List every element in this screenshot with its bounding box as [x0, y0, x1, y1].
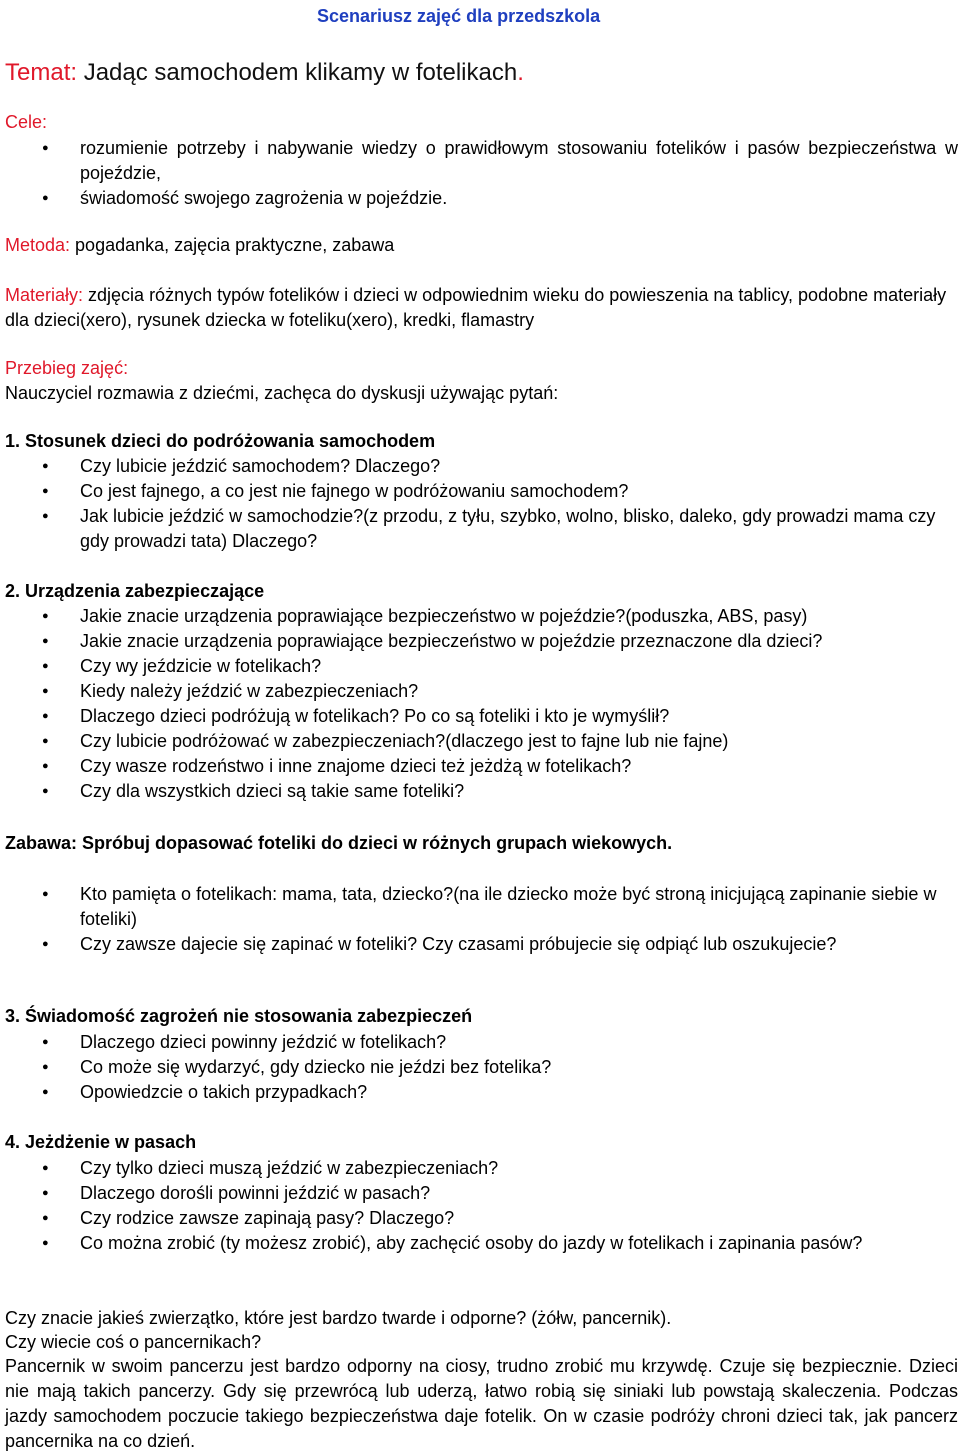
closing-question-2: Czy wiecie coś o pancernikach?: [5, 1332, 262, 1352]
section-3-heading: 3. Świadomość zagrożeń nie stosowania zabezpieczeń: [5, 1006, 473, 1026]
materials-paragraph: [5, 283, 958, 333]
goals-list: [0, 136, 958, 211]
course-intro: Nauczyciel rozmawia z dziećmi, zachęca do dyskusji używając pytań:: [5, 383, 559, 403]
section-2-list: [0, 604, 958, 804]
closing-paragraph: Pancernik w swoim pancerzu jest bardzo odporny na ciosy, trudno zrobić mu krzywdę. Czuje się bezpiecznie. Dzieci nie mają takich pancerzy. Gdy się przewrócą lub uderzą, łatwo robią się siniaki lub powstają skaleczenia. Podczas jazdy samochodem poczucie takiego bezpieczeństwa daje fotelik. On w czasie podróży chroni dzieci tak, jak pancerz pancernika na co dzień.: [5, 1356, 958, 1451]
topic-text: Jadąc samochodem klikamy w fotelikach: [77, 59, 518, 86]
list-item: ● Kto pamięta o fotelikach: mama, tata, dziecko?(na ile dziecko może być stroną inicjującą zapinanie siebie w foteliki): [0, 882, 958, 932]
section-1-list: [0, 454, 958, 554]
method-line: [5, 233, 958, 258]
section-3-list: [0, 1030, 958, 1105]
list-item: ● Czy zawsze dajecie się zapinać w foteliki? Czy czasami próbujecie się odpiąć lub oszukujecie?: [0, 932, 958, 957]
section-4-list: [0, 1156, 958, 1256]
section-2-heading: 2. Urządzenia zabezpieczające: [5, 581, 265, 601]
game-heading: Zabawa: Spróbuj dopasować foteliki do dzieci w różnych grupach wiekowych.: [5, 833, 673, 853]
list-item: ● Jakie znacie urządzenia poprawiające bezpieczeństwo w pojeździe?(poduszka, ABS, pasy): [0, 604, 958, 629]
list-item: ● Dlaczego dzieci powinny jeździć w fotelikach?: [0, 1030, 958, 1055]
closing-question-1: Czy znacie jakieś zwierzątko, które jest bardzo twarde i odporne? (żółw, pancernik).: [5, 1308, 672, 1328]
list-item: ● Czy lubicie jeździć samochodem? Dlaczego?: [0, 454, 958, 479]
list-item: ● Czy rodzice zawsze zapinają pasy? Dlaczego?: [0, 1206, 958, 1231]
list-item: ● świadomość swojego zagrożenia w pojeździe.: [0, 186, 958, 211]
topic-line: [5, 58, 524, 88]
goals-label: Cele:: [5, 112, 48, 132]
list-item: ● Dlaczego dorośli powinni jeździć w pasach?: [0, 1181, 958, 1206]
section-4-heading: 4. Jeżdżenie w pasach: [5, 1132, 197, 1152]
list-item: ● Jak lubicie jeździć w samochodzie?(z przodu, z tyłu, szybko, wolno, blisko, daleko, gdy prowadzi mama czy gdy prowadzi tata) Dlaczego?: [0, 504, 958, 554]
list-item: ● Co można zrobić (ty możesz zrobić), aby zachęcić osoby do jazdy w fotelikach i zapinania pasów?: [0, 1231, 958, 1256]
game-list: [0, 882, 958, 957]
list-item: ● Co jest fajnego, a co jest nie fajnego w podróżowaniu samochodem?: [0, 479, 958, 504]
method-text: pogadanka, zajęcia praktyczne, zabawa: [70, 235, 395, 255]
list-item: ● Kiedy należy jeździć w zabezpieczeniach?: [0, 679, 958, 704]
list-item: ● Czy lubicie podróżować w zabezpieczeniach?(dlaczego jest to fajne lub nie fajne): [0, 729, 958, 754]
list-item: ● Czy tylko dzieci muszą jeździć w zabezpieczeniach?: [0, 1156, 958, 1181]
list-item: ● rozumienie potrzeby i nabywanie wiedzy o prawidłowym stosowaniu fotelików i pasów bezpieczeństwa w pojeździe,: [0, 136, 958, 186]
course-label: Przebieg zajęć:: [5, 358, 129, 378]
materials-text: zdjęcia różnych typów fotelików i dzieci w odpowiednim wieku do powieszenia na tablicy, podobne materiały dla dzieci(xero), rysunek dziecka w foteliku(xero), kredki, flamastry: [5, 285, 947, 330]
document-header: Scenariusz zajęć dla przedszkola: [317, 6, 601, 26]
topic-label: Temat:: [5, 59, 78, 86]
section-1-heading: 1. Stosunek dzieci do podróżowania samochodem: [5, 431, 436, 451]
list-item: ● Opowiedzcie o takich przypadkach?: [0, 1080, 958, 1105]
list-item: ● Co może się wydarzyć, gdy dziecko nie jeździ bez fotelika?: [0, 1055, 958, 1080]
list-item: ● Czy dla wszystkich dzieci są takie same foteliki?: [0, 779, 958, 804]
list-item: ● Dlaczego dzieci podróżują w fotelikach? Po co są foteliki i kto je wymyślił?: [0, 704, 958, 729]
topic-dot: .: [517, 59, 524, 86]
method-label: Metoda:: [5, 235, 71, 255]
list-item: ● Czy wasze rodzeństwo i inne znajome dzieci też jeżdżą w fotelikach?: [0, 754, 958, 779]
list-item: ● Czy wy jeździcie w fotelikach?: [0, 654, 958, 679]
list-item: ● Jakie znacie urządzenia poprawiające bezpieczeństwo w pojeździe przeznaczone dla dzieci?: [0, 629, 958, 654]
materials-label: Materiały:: [5, 285, 84, 305]
